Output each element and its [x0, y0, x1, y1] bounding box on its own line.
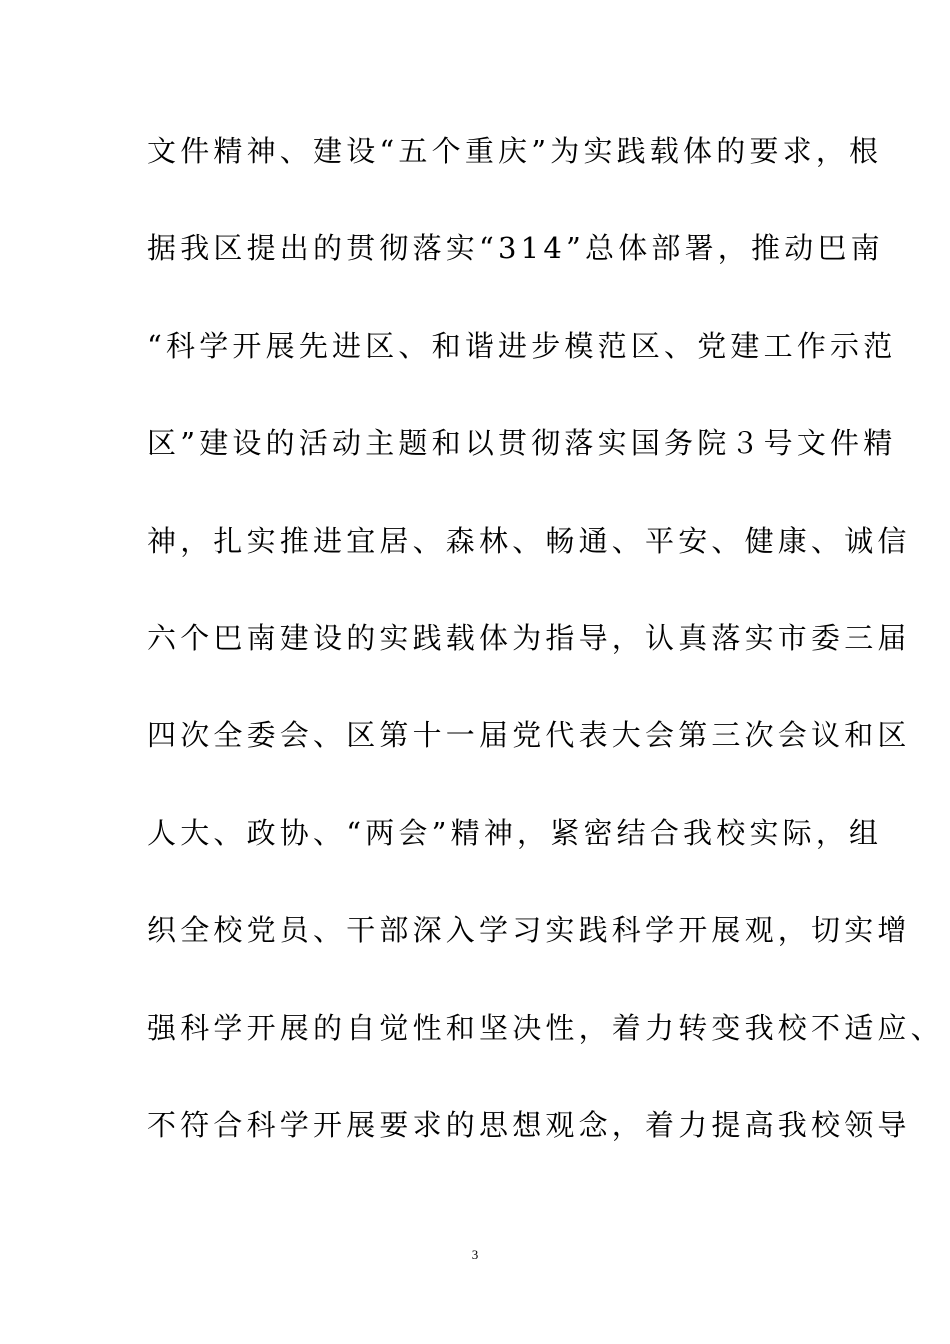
page-number: 3	[471, 1247, 479, 1262]
text-line: 不符合科学开展要求的思想观念，着力提高我校领导	[147, 1107, 911, 1142]
text-line: 区”建设的活动主题和以贯彻落实国务院３号文件精	[147, 426, 897, 461]
body-text	[147, 124, 944, 1195]
text-line: “科学开展先进区、和谐进步模范区、党建工作示范	[147, 328, 897, 363]
text-line: 据我区提出的贯彻落实“314”总体部署，推动巴南	[147, 231, 884, 266]
text-line: 强科学开展的自觉性和坚决性，着力转变我校不适应、	[147, 1010, 944, 1045]
text-line: 神，扎实推进宜居、森林、畅通、平安、健康、诚信	[147, 523, 911, 558]
text-line: 织全校党员、干部深入学习实践科学开展观，切实增	[147, 913, 911, 948]
text-line: 六个巴南建设的实践载体为指导，认真落实市委三届	[147, 620, 911, 655]
text-line: 文件精神、建设“五个重庆”为实践载体的要求，根	[147, 134, 883, 168]
text-line: 人大、政协、“两会”精神，紧密结合我校实际，组	[147, 815, 883, 850]
text-line: 四次全委会、区第十一届党代表大会第三次会议和区	[147, 718, 911, 753]
